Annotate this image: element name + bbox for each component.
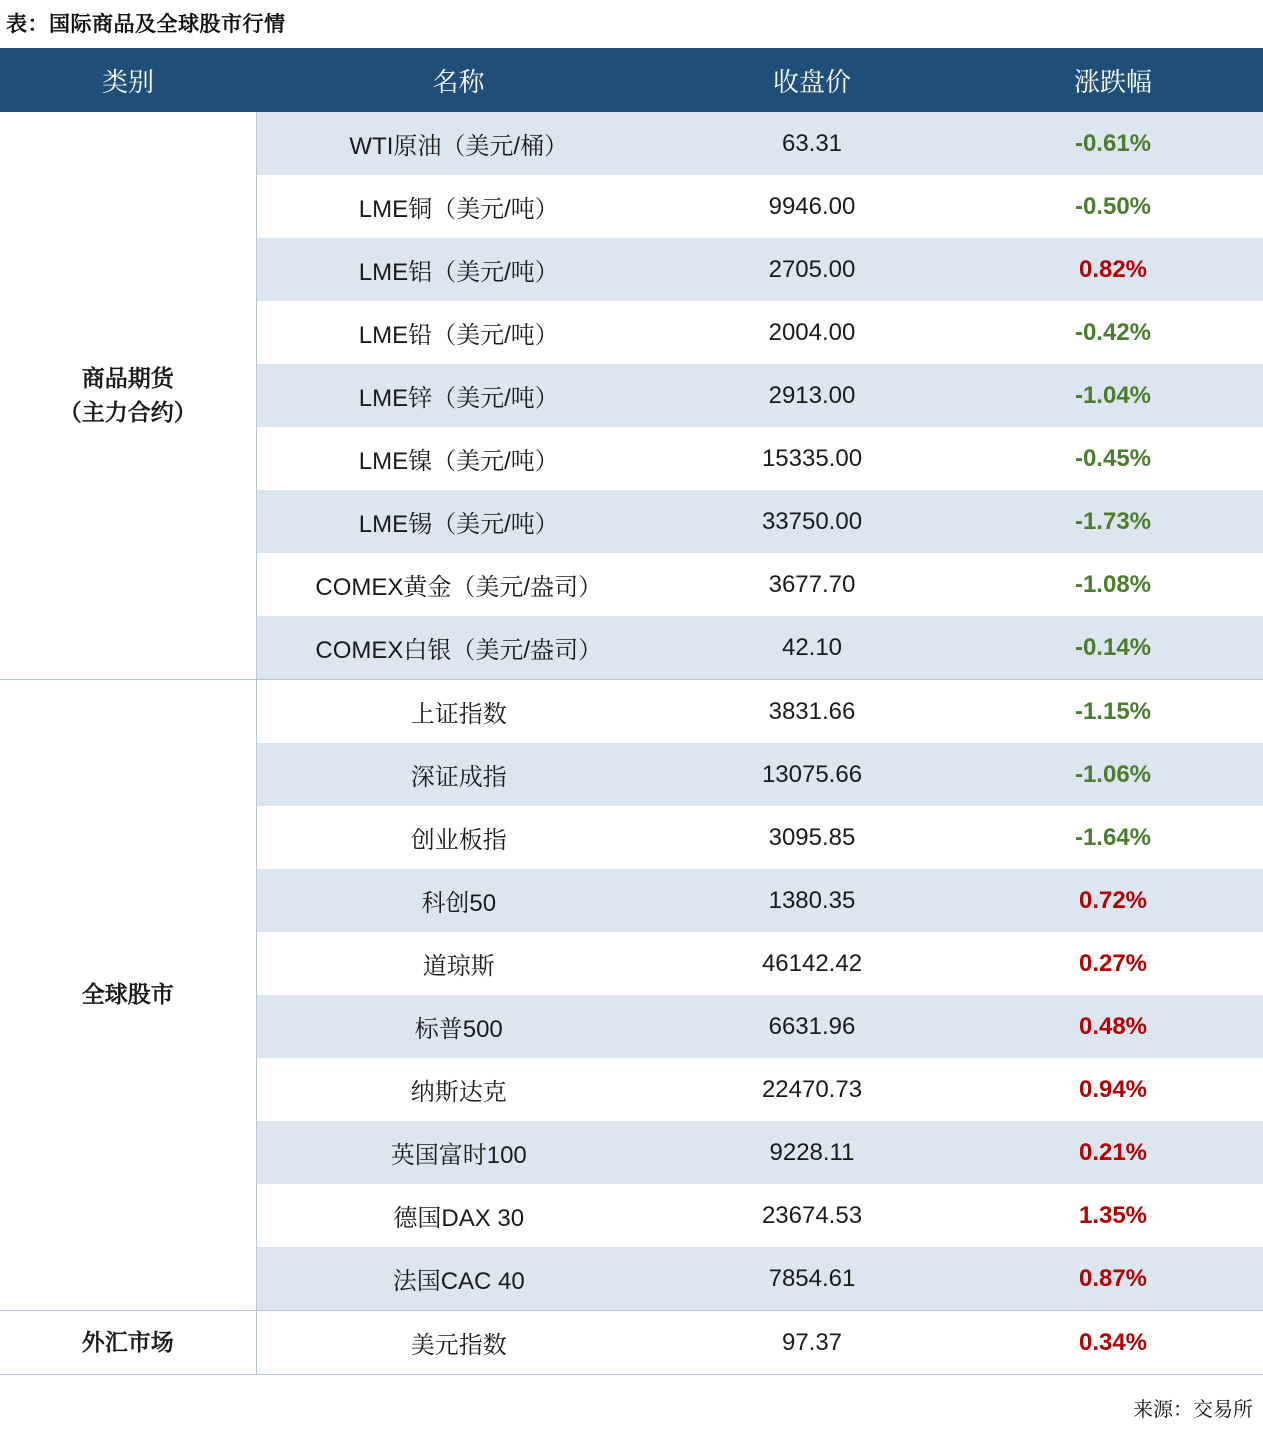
change-percent: 0.27% — [963, 932, 1263, 995]
instrument-name: 深证成指 — [256, 743, 661, 806]
change-percent: 0.34% — [963, 1311, 1263, 1375]
instrument-name: 纳斯达克 — [256, 1058, 661, 1121]
instrument-name: 创业板指 — [256, 806, 661, 869]
change-percent: -1.06% — [963, 743, 1263, 806]
change-percent: 0.72% — [963, 869, 1263, 932]
instrument-name: 上证指数 — [256, 680, 661, 744]
table-header — [0, 48, 1263, 112]
column-header-close-price: 收盘价 — [661, 48, 963, 112]
table-row — [0, 112, 1263, 175]
instrument-name: LME铝（美元/吨） — [256, 238, 661, 301]
close-price: 23674.53 — [661, 1184, 963, 1247]
instrument-name: LME镍（美元/吨） — [256, 427, 661, 490]
change-percent: -0.45% — [963, 427, 1263, 490]
close-price: 33750.00 — [661, 490, 963, 553]
close-price: 42.10 — [661, 616, 963, 680]
close-price: 3677.70 — [661, 553, 963, 616]
table-row — [0, 1311, 1263, 1375]
instrument-name: 美元指数 — [256, 1311, 661, 1375]
instrument-name: 科创50 — [256, 869, 661, 932]
category-label-line2: （主力合约） — [58, 398, 197, 425]
change-percent: 0.94% — [963, 1058, 1263, 1121]
change-percent: -1.73% — [963, 490, 1263, 553]
category-label-line1: 外汇市场 — [81, 1328, 174, 1355]
column-header-category: 类别 — [0, 48, 256, 112]
change-percent: 0.87% — [963, 1247, 1263, 1311]
close-price: 2004.00 — [661, 301, 963, 364]
close-price: 2705.00 — [661, 238, 963, 301]
close-price: 3095.85 — [661, 806, 963, 869]
table-row — [0, 680, 1263, 744]
close-price: 3831.66 — [661, 680, 963, 744]
close-price: 63.31 — [661, 112, 963, 175]
category-cell — [0, 680, 256, 1311]
column-header-change: 涨跌幅 — [963, 48, 1263, 112]
close-price: 13075.66 — [661, 743, 963, 806]
source-note: 来源：交易所 — [1133, 1399, 1253, 1421]
instrument-name: 法国CAC 40 — [256, 1247, 661, 1311]
change-percent: -1.64% — [963, 806, 1263, 869]
change-percent: 0.82% — [963, 238, 1263, 301]
close-price: 22470.73 — [661, 1058, 963, 1121]
change-percent: -0.14% — [963, 616, 1263, 680]
category-label-line1: 全球股市 — [81, 981, 174, 1008]
change-percent: -0.42% — [963, 301, 1263, 364]
change-percent: -1.08% — [963, 553, 1263, 616]
instrument-name: 道琼斯 — [256, 932, 661, 995]
instrument-name: 德国DAX 30 — [256, 1184, 661, 1247]
instrument-name: LME铅（美元/吨） — [256, 301, 661, 364]
instrument-name: 英国富时100 — [256, 1121, 661, 1184]
change-percent: -1.04% — [963, 364, 1263, 427]
close-price: 2913.00 — [661, 364, 963, 427]
column-header-name: 名称 — [256, 48, 661, 112]
instrument-name: LME铜（美元/吨） — [256, 175, 661, 238]
change-percent: 0.21% — [963, 1121, 1263, 1184]
instrument-name: 标普500 — [256, 995, 661, 1058]
instrument-name: LME锡（美元/吨） — [256, 490, 661, 553]
market-quotes-table — [0, 48, 1263, 1375]
table-body — [0, 112, 1263, 1375]
category-cell — [0, 1311, 256, 1375]
instrument-name: COMEX白银（美元/盎司） — [256, 616, 661, 680]
change-percent: -0.50% — [963, 175, 1263, 238]
close-price: 9946.00 — [661, 175, 963, 238]
close-price: 9228.11 — [661, 1121, 963, 1184]
change-percent: 1.35% — [963, 1184, 1263, 1247]
instrument-name: LME锌（美元/吨） — [256, 364, 661, 427]
header-row — [0, 48, 1263, 112]
category-label-line1: 商品期货 — [81, 365, 174, 392]
close-price: 6631.96 — [661, 995, 963, 1058]
table-caption: 表：国际商品及全球股市行情 — [6, 13, 286, 36]
instrument-name: COMEX黄金（美元/盎司） — [256, 553, 661, 616]
close-price: 1380.35 — [661, 869, 963, 932]
change-percent: -1.15% — [963, 680, 1263, 744]
change-percent: -0.61% — [963, 112, 1263, 175]
close-price: 46142.42 — [661, 932, 963, 995]
close-price: 15335.00 — [661, 427, 963, 490]
instrument-name: WTI原油（美元/桶） — [256, 112, 661, 175]
close-price: 7854.61 — [661, 1247, 963, 1311]
change-percent: 0.48% — [963, 995, 1263, 1058]
close-price: 97.37 — [661, 1311, 963, 1375]
category-cell — [0, 112, 256, 680]
